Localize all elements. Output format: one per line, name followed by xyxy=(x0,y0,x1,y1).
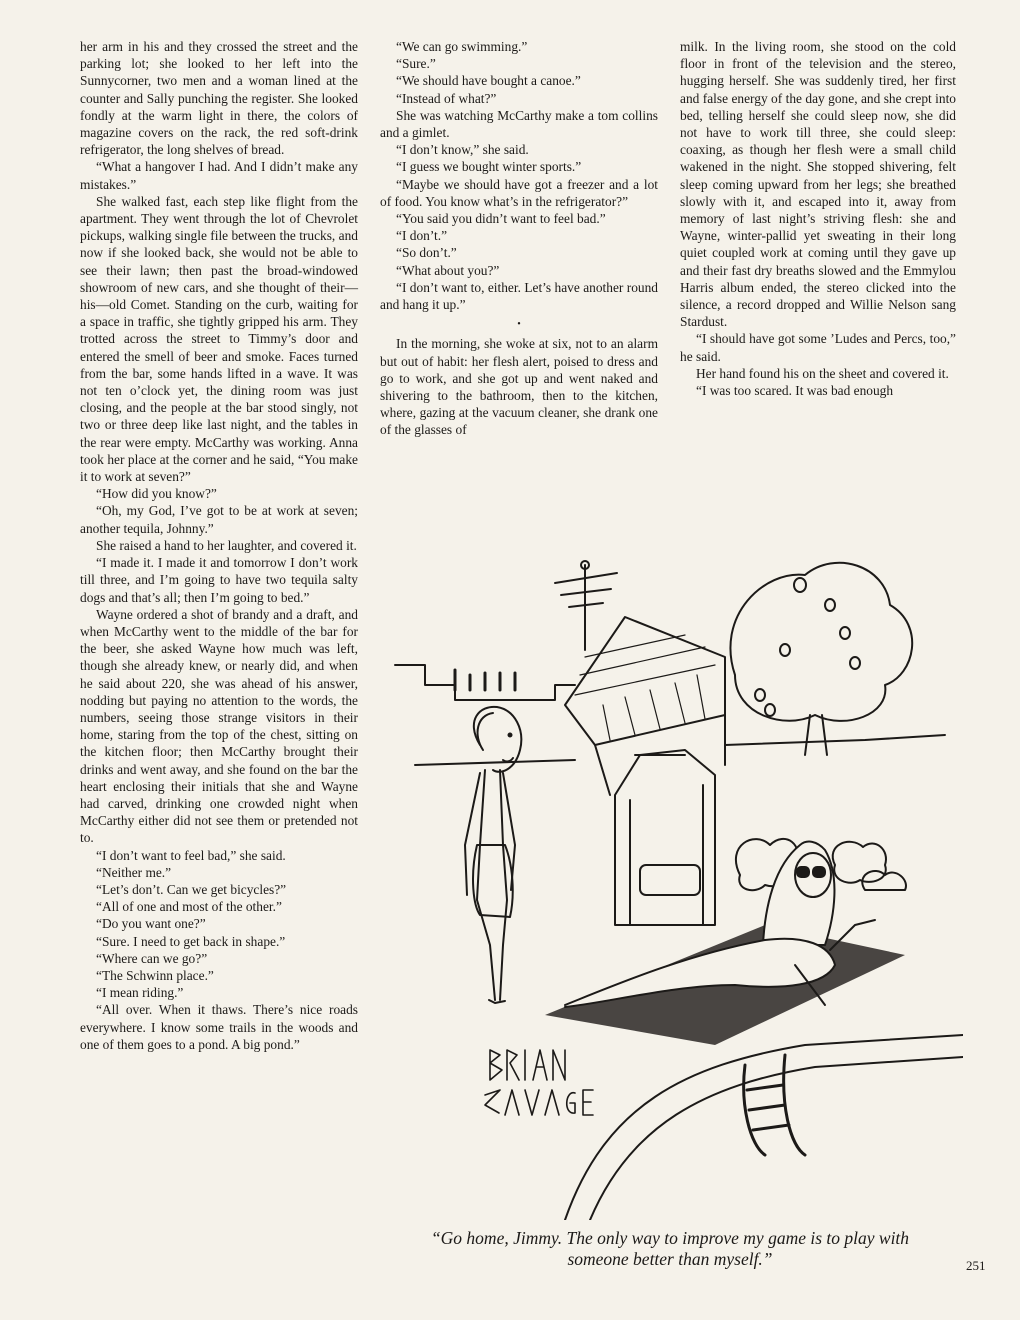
garden-gate xyxy=(615,750,715,925)
paragraph: She was watching McCarthy make a tom collins and a gimlet. xyxy=(380,107,658,141)
paragraph: “I don’t want to feel bad,” she said. xyxy=(96,847,286,863)
paragraph: her arm in his and they crossed the street and the parking lot; she looked to her left into the Sunnycorner, two men and a woman lined at the counter and Sally punching the register. She looked fondly at the warm light in there, the colors of magazine covers on the rack, the red soft-drink refrigerator, the long shelves of bread. xyxy=(80,39,358,158)
paragraph: “Maybe we should have got a freezer and a lot of food. You know what’s in the refrigerator?” xyxy=(380,176,658,209)
paragraph: “All of one and most of the other.” xyxy=(96,899,282,915)
paragraph: “So don’t.” xyxy=(396,245,457,261)
paragraph: “Oh, my God, I’ve got to be at work at seven; another tequila, Johnny.” xyxy=(80,503,358,536)
paragraph: “I should have got some ’Ludes and Percs, too,” he said. xyxy=(680,331,956,364)
paragraph: “Let’s don’t. Can we get bicycles?” xyxy=(96,881,287,897)
paragraph: “Where can we go?” xyxy=(96,950,208,966)
standing-boy xyxy=(465,707,521,1003)
text-column-left xyxy=(80,38,358,1053)
swimming-pool xyxy=(565,1035,963,1220)
paragraph: “What about you?” xyxy=(396,262,500,278)
paragraph: She walked fast, each step like flight from the apartment. They went through the lot of Chevrolet pickups, walking single file between the trucks, and now if she looked back, she would not be able to see their lawn; then past the broad-windowed showroom of new cars, and she thought of their—his—old Comet. Standing on the curb, waiting for a space in traffic, she tightly gripped his arm. They trotted across the street to Timmy’s door and entered the smell of beer and smoke. Faces turned from the bar, some hands lifted in a wave. It was not ten o’clock yet, the dining room was just closing, and the people at the bar stood singly, not two or three deep like last night, and the tables in the rear were empty. McCarthy was working. Anna took her place at the corner and he said, “You make it to work at seven?” xyxy=(80,193,358,485)
paragraph: “I was too scared. It was bad enough xyxy=(696,383,894,399)
paragraph: milk. In the living room, she stood on the cold floor in front of the television and the stereo, hugging herself. She was suddenly tired, her first and false energy of the day gone, and she crept into bed, telling herself she could sleep now, she did not have to work till three, she could sleep: coaxing, as though her flesh were a small child wakened in the night. She stopped shivering, felt sleep coming upward from her legs; she breathed slowly with it, and escaped into it, away from memory of last night’s striving flesh: she and Wayne, winter-pallid yet sweating in their long quiet coupled work at coming until they gave up and their fast dry breaths slowed and the Emmylou Harris album ended, the stereo clicked into the silence, a record dropped and Willie Nelson sang Stardust. xyxy=(680,39,956,330)
sunbathing-woman xyxy=(545,842,905,1045)
paragraph: “I don’t want to, either. Let’s have another round and hang it up.” xyxy=(380,279,658,313)
text-column-middle xyxy=(380,38,658,439)
paragraph: “I guess we bought winter sports.” xyxy=(396,159,582,175)
paragraph: Her hand found his on the sheet and covered it. xyxy=(696,365,949,381)
paragraph: “I mean riding.” xyxy=(96,985,184,1001)
paragraph: “The Schwinn place.” xyxy=(96,967,214,983)
paragraph: “How did you know?” xyxy=(96,486,217,502)
paragraph: “We should have bought a canoe.” xyxy=(396,73,581,89)
text-column-right xyxy=(680,38,956,399)
house xyxy=(565,617,725,795)
paragraph: “I don’t know,” she said. xyxy=(396,142,529,158)
artist-signature xyxy=(485,1050,593,1115)
paragraph: “Instead of what?” xyxy=(396,90,497,106)
paragraph: “I don’t.” xyxy=(396,228,448,244)
paragraph: “I made it. I made it and tomorrow I don’t work till three, and I’m going to have two tequila salty dogs and that’s all; then I’m going to bed.” xyxy=(80,555,358,605)
paragraph: She raised a hand to her laughter, and covered it. xyxy=(96,537,357,553)
paragraph: “All over. When it thaws. There’s nice roads everywhere. I know some trails in the woods and one of them goes to a pond. A big pond.” xyxy=(80,1002,358,1052)
tv-antenna xyxy=(555,561,617,650)
page-number: 251 xyxy=(966,1258,986,1273)
paragraph: Wayne ordered a shot of brandy and a draft, and when McCarthy went to the middle of the bar for the beer, she asked Wayne how much was left, though she already knew, or nearly did, and when he said about 220, she was ahead of his answer, nodding but paying no attention to the words, the numbers, seeing those strange visitors in their home, staring from the top of the chest, sitting on the kitchen floor; then McCarthy brought their drinks and went away, and she found on the bar the heart enclosing their initials that she and Wayne had carved, drinking one crowded night when McCarthy either did not see them or pretended not to. xyxy=(80,606,358,846)
paragraph: In the morning, she woke at six, not to an alarm but out of habit: her flesh alert, poised to dress and go to work, and she got up and went naked and shivering to the bathroom, then to the kitchen, where, gazing at the vacuum cleaner, she drank one of the glasses of xyxy=(380,336,658,438)
paragraph: “Sure. I need to get back in shape.” xyxy=(96,933,286,949)
cartoon-illustration xyxy=(385,545,963,1220)
fruit-tree xyxy=(730,563,912,755)
paragraph: “Sure.” xyxy=(396,56,436,72)
paragraph: “What a hangover I had. And I didn’t make any mistakes.” xyxy=(80,159,358,192)
paragraph: “Neither me.” xyxy=(96,864,172,880)
paragraph: “You said you didn’t want to feel bad.” xyxy=(396,211,606,227)
paragraph: “We can go swimming.” xyxy=(396,39,528,54)
section-separator: • xyxy=(517,319,521,331)
paragraph: “Do you want one?” xyxy=(96,916,206,932)
cartoon-caption: “Go home, Jimmy. The only way to improve my game is to play with someone better than myself.” xyxy=(430,1228,910,1269)
